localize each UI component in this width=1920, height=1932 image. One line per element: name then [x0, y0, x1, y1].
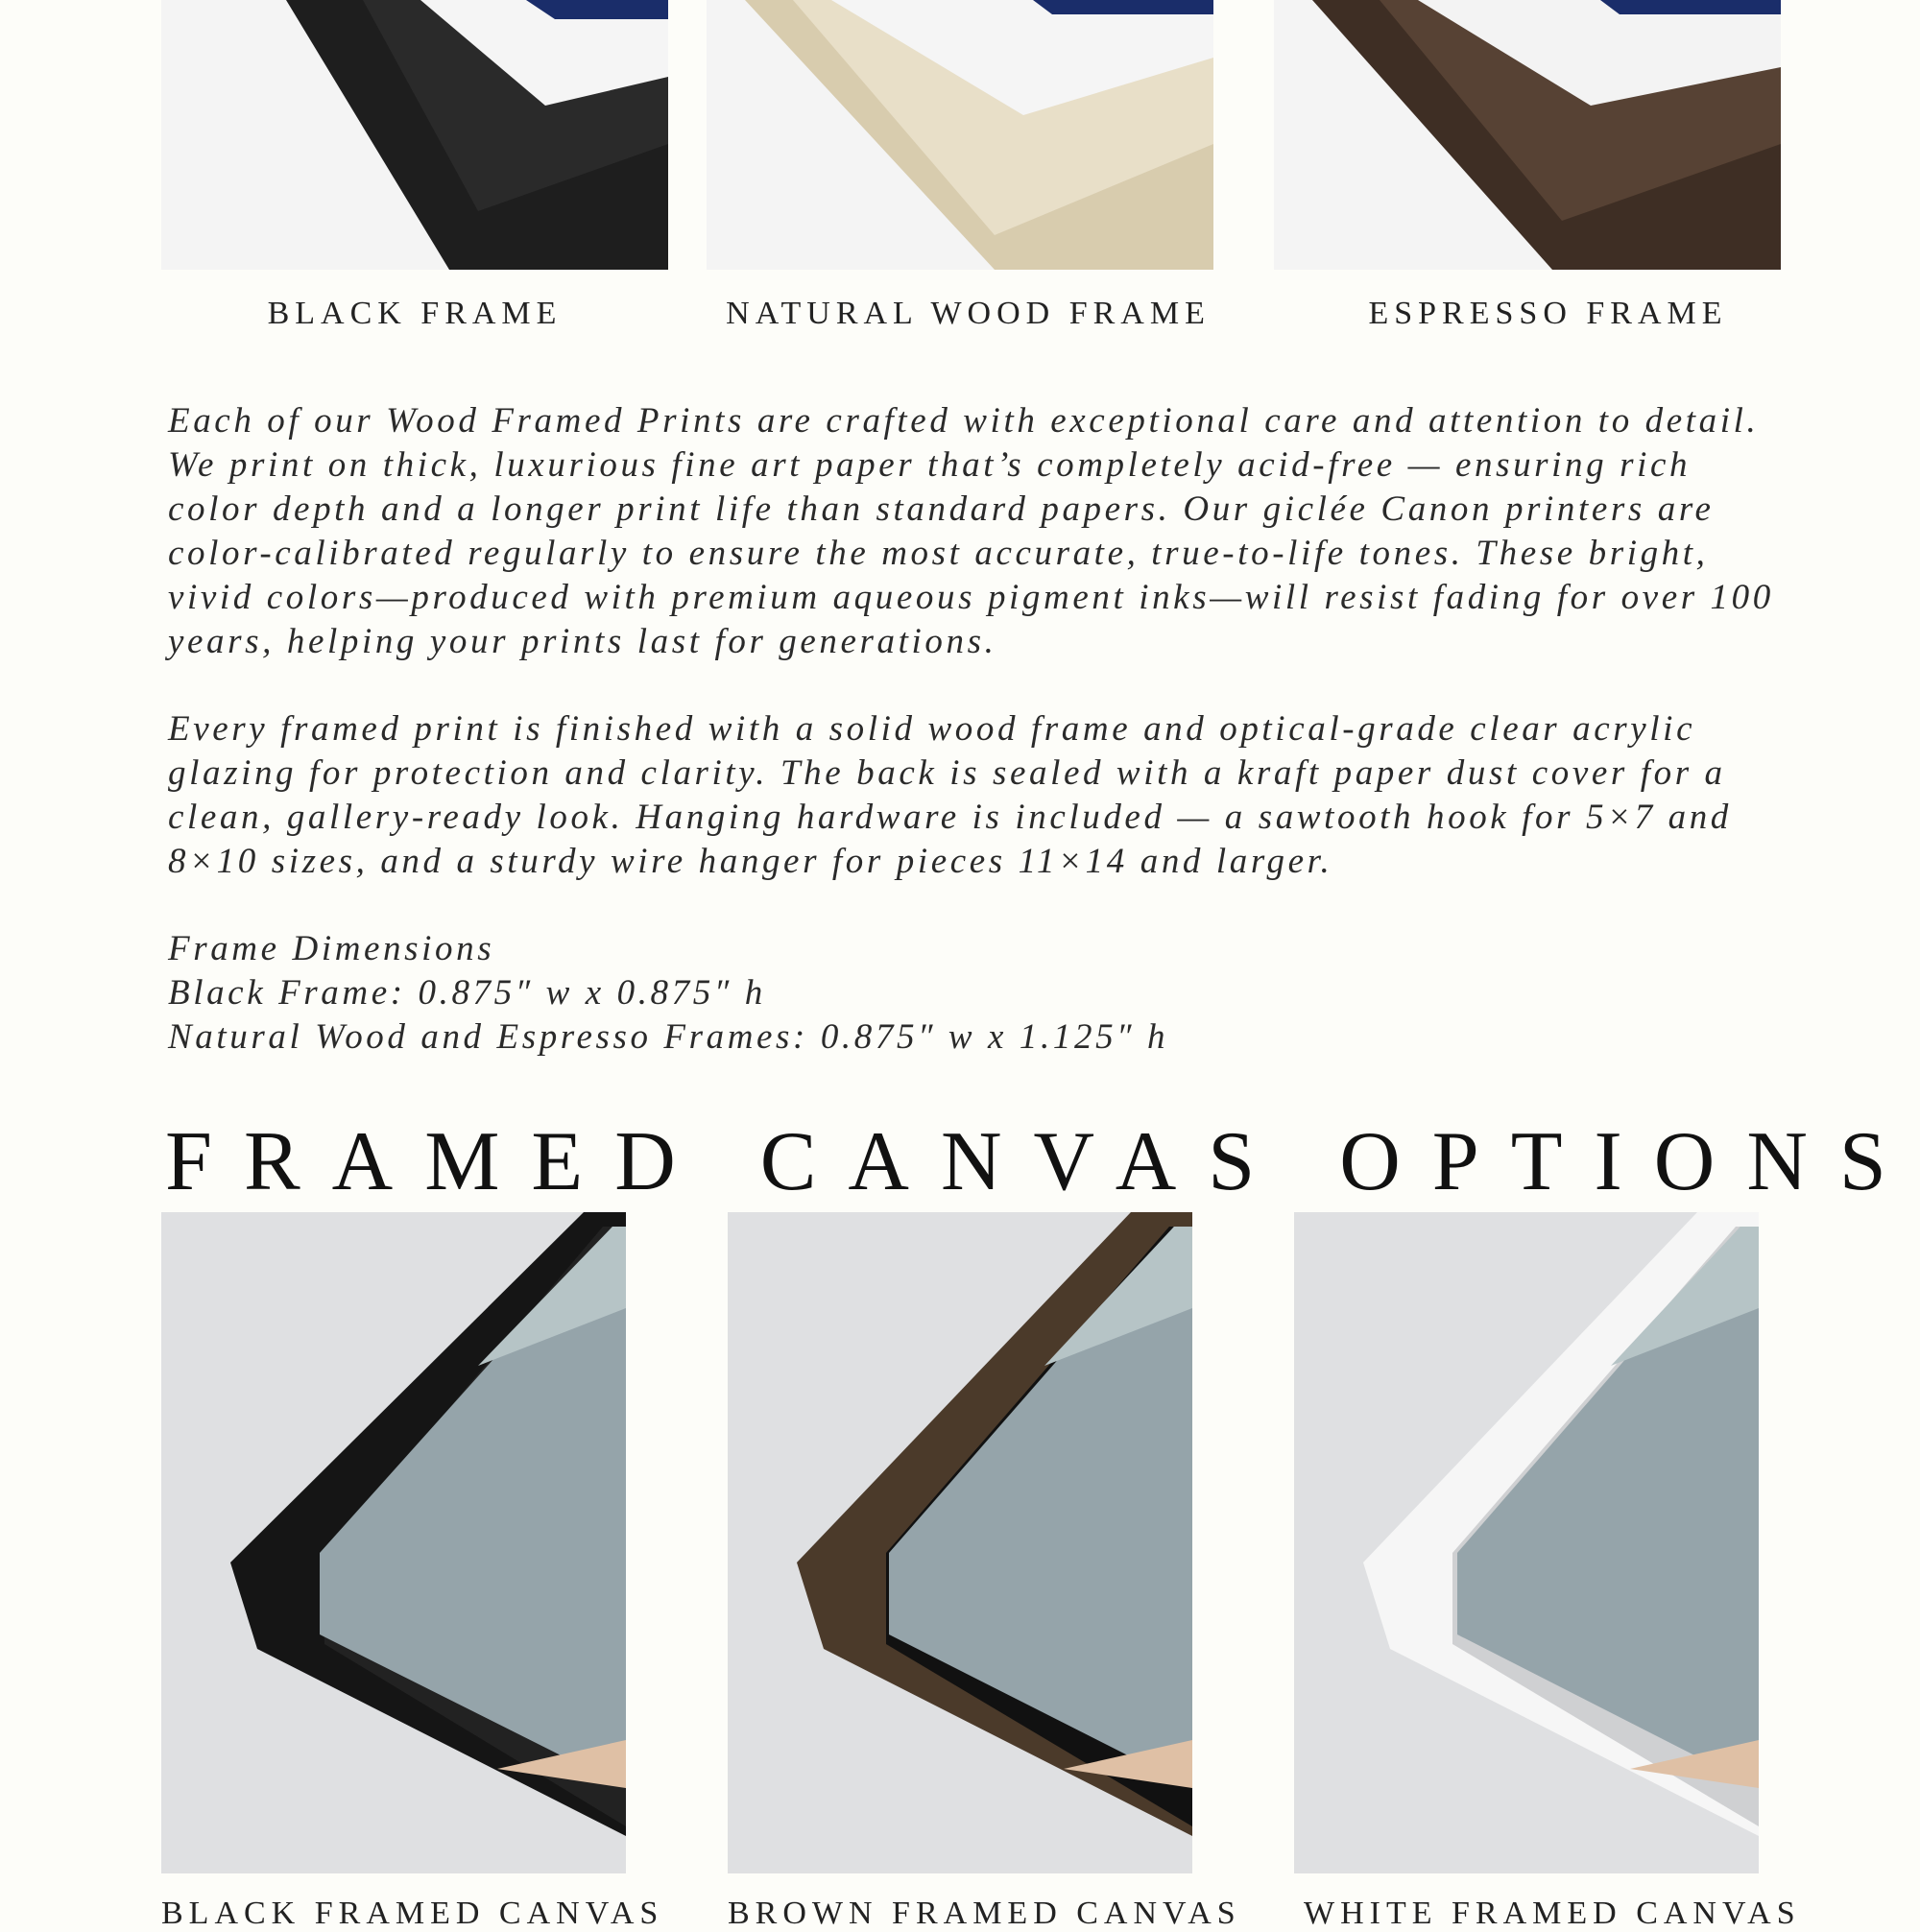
black-frame-label: BLACK FRAME	[267, 296, 563, 331]
brown-framed-canvas-label: BROWN FRAMED CANVAS	[728, 1896, 1241, 1931]
natural-wood-frame-image	[707, 0, 1213, 270]
white-framed-canvas-image	[1294, 1212, 1759, 1873]
canvas-section-heading: FRAMED CANVAS OPTIONS	[165, 1115, 1918, 1208]
dimensions-black: Black Frame: 0.875″ w x 0.875″ h	[168, 973, 766, 1013]
white-framed-canvas-label: WHITE FRAMED CANVAS	[1304, 1896, 1801, 1931]
natural-wood-frame-label: NATURAL WOOD FRAME	[726, 296, 1211, 331]
description-paragraph-2: Every framed print is finished with a solid wood frame and optical-grade clear acrylic glazing for protection and clarity. The back is sealed with a kraft paper dust cover for a clean, gallery-ready look. Hanging hardware is included — a sawtooth hook for 5×7 and 8×10 sizes, and a sturdy wire hanger for pieces 11×14 and larger.	[168, 709, 1732, 881]
black-framed-canvas-label: BLACK FRAMED CANVAS	[161, 1896, 664, 1931]
dimensions-wood: Natural Wood and Espresso Frames: 0.875″ w x 1.125″ h	[168, 1017, 1169, 1057]
brown-framed-canvas-image	[728, 1212, 1192, 1873]
espresso-frame-image	[1274, 0, 1781, 270]
dimensions-title: Frame Dimensions	[168, 929, 495, 968]
espresso-frame-label: ESPRESSO FRAME	[1368, 296, 1728, 331]
black-framed-canvas-image	[161, 1212, 626, 1873]
description-paragraph-1: Each of our Wood Framed Prints are crafted with exceptional care and attention to detail. We print on thick, luxurious fine art paper that’s completely acid-free — ensuring rich color depth and a longer print life than standard papers. Our giclée Canon printers are color-calibrated regularly to ensure the most accurate, true-to-life tones. These bright, vivid colors—produced with premium aqueous pigment inks—will resist fading for over 100 years, helping your prints last for generations.	[168, 401, 1774, 661]
black-frame-image	[161, 0, 668, 270]
